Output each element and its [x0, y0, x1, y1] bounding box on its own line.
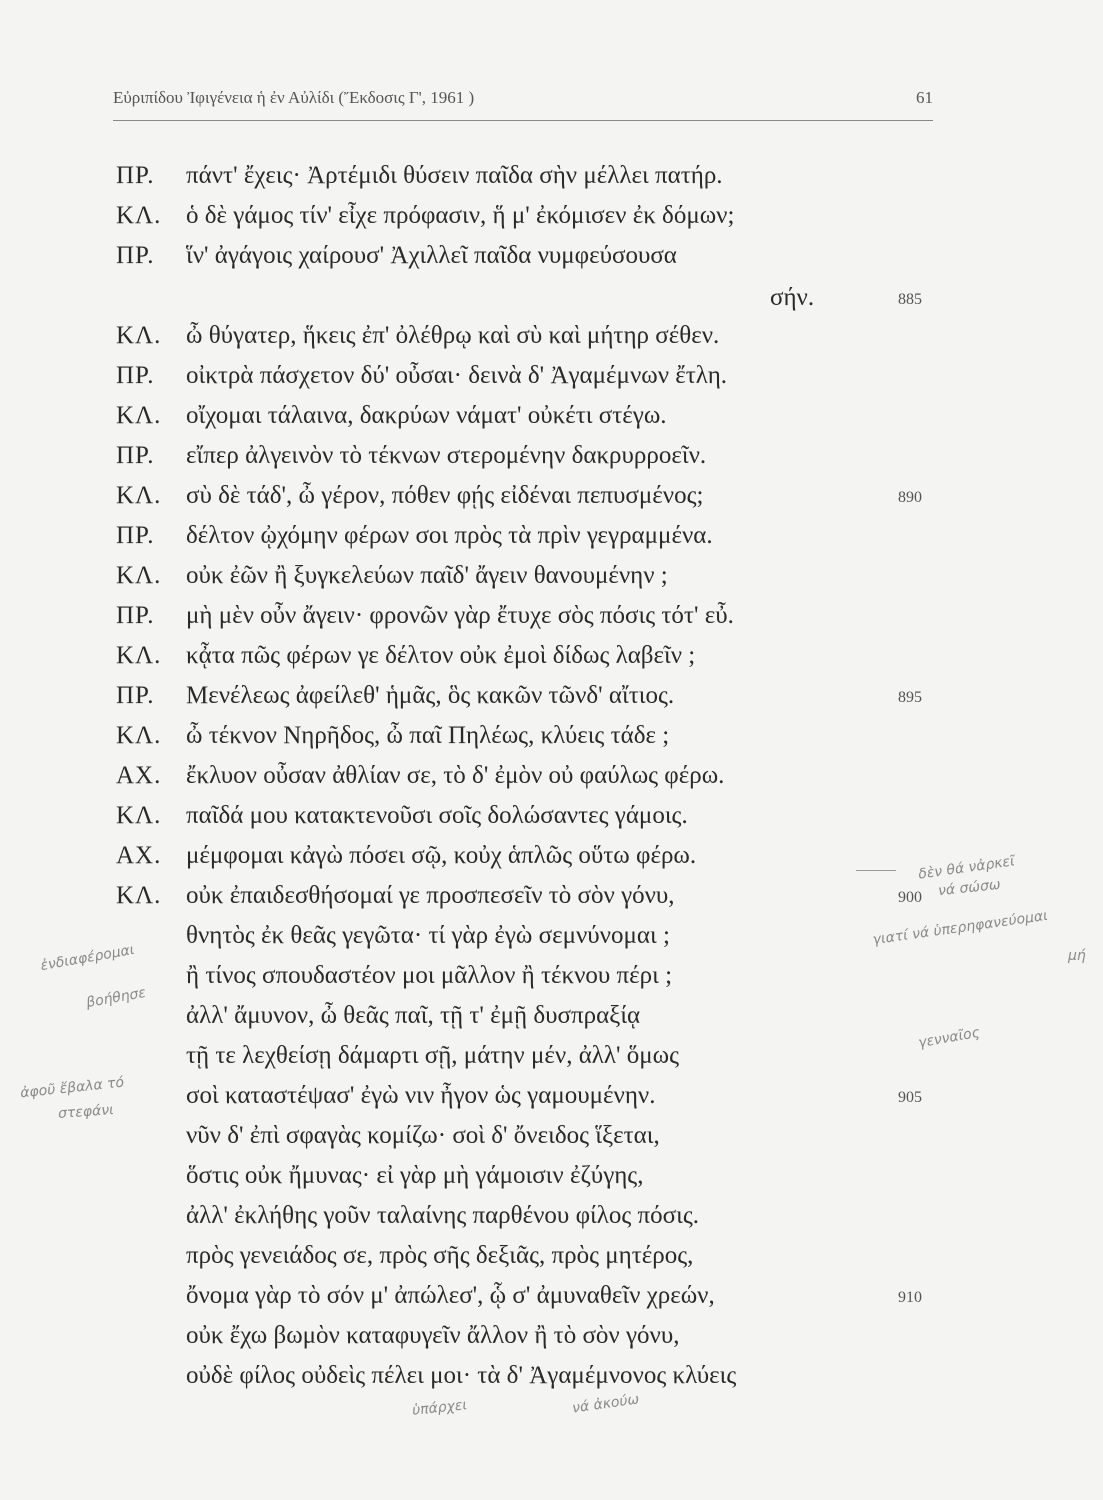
verse-text: ὄνομα γὰρ τὸ σόν μ' ἀπώλεσ', ᾧ σ' ἀμυναθεῖν χρεών,: [186, 1282, 715, 1309]
running-title: Εὐριπίδου Ἰφιγένεια ἡ ἐν Αὐλίδι (Ἔκδοσις Γ', 1961 ): [113, 88, 475, 107]
header-rule: [113, 120, 933, 121]
verse-text: μέμφομαι κἀγὼ πόσει σῷ, κοὐχ ἁπλῶς οὕτω φέρω.: [186, 842, 697, 869]
verse-line: [0, 798, 1103, 834]
verse-text: ὦ θύγατερ, ἥκεις ἐπ' ὀλέθρῳ καὶ σὺ καὶ μήτηρ σέθεν.: [186, 322, 720, 349]
verse-text: ἀλλ' ἄμυνον, ὦ θεᾶς παῖ, τῇ τ' ἐμῇ δυσπραξίᾳ: [186, 1002, 641, 1029]
margin-note: γενναῖος: [917, 1024, 982, 1052]
verse-line: [0, 598, 1103, 634]
verse-text: ὅστις οὐκ ἤμυνας· εἰ γὰρ μὴ γάμοισιν ἐζύγης,: [186, 1162, 644, 1189]
verse-line: [0, 198, 1103, 234]
verse-text: ἢ τίνος σπουδαστέον μοι μᾶλλον ἢ τέκνου πέρι ;: [186, 962, 673, 989]
speaker-label: ΚΛ.: [116, 402, 162, 429]
verse-text: κᾆτα πῶς φέρων γε δέλτον οὐκ ἐμοὶ δίδως λαβεῖν ;: [186, 642, 696, 669]
verse-line: [0, 1238, 1103, 1274]
speaker-label: ΚΛ.: [116, 562, 162, 589]
line-number: 885: [898, 291, 922, 308]
verse-text: σοὶ καταστέψασ' ἐγὼ νιν ἦγον ὡς γαμουμένην.: [186, 1082, 656, 1109]
speaker-label: ΠΡ.: [116, 442, 155, 469]
speaker-label: ΑΧ.: [116, 842, 162, 869]
margin-note: νά ἀκούω: [571, 1391, 641, 1417]
verse-text: δέλτον ᾠχόμην φέρων σοι πρὸς τὰ πρὶν γεγραμμένα.: [186, 522, 713, 549]
verse-text: παῖδά μου κατακτενοῦσι σοῖς δολώσαντες γάμοις.: [186, 802, 688, 829]
verse-text: ὦ τέκνον Νηρῆδος, ὦ παῖ Πηλέως, κλύεις τάδε ;: [186, 722, 670, 749]
line-number: 910: [898, 1289, 922, 1306]
speaker-label: ΑΧ.: [116, 762, 162, 789]
margin-note: νά σώσω: [937, 876, 1002, 900]
margin-note: ὑπάρχει: [411, 1397, 468, 1419]
verse-text: πρὸς γενειάδος σε, πρὸς σῆς δεξιᾶς, πρὸς μητέρος,: [186, 1242, 694, 1269]
speaker-label: ΚΛ.: [116, 642, 162, 669]
verse-line: [0, 438, 1103, 474]
verse-line: [0, 318, 1103, 354]
verse-text: τῇ τε λεχθείσῃ δάμαρτι σῇ, μάτην μέν, ἀλλ' ὅμως: [186, 1042, 680, 1069]
verse-text: σὺ δὲ τάδ', ὦ γέρον, πόθεν φῄς εἰδέναι πεπυσμένος;: [186, 482, 704, 509]
verse-text: ἵν' ἀγάγοις χαίρουσ' Ἀχιλλεῖ παῖδα νυμφεύσουσα: [186, 242, 677, 269]
verse-line: [0, 558, 1103, 594]
verse-line: [0, 1158, 1103, 1194]
verse-text: Μενέλεως ἀφείλεθ' ἡμᾶς, ὃς κακῶν τῶνδ' αἴτιος.: [186, 682, 675, 709]
speaker-label: ΠΡ.: [116, 522, 155, 549]
verse-text: οἰκτρὰ πάσχετον δύ' οὖσαι· δεινὰ δ' Ἀγαμέμνων ἔτλη.: [186, 362, 728, 389]
speaker-label: ΠΡ.: [116, 602, 155, 629]
verse-line: [0, 398, 1103, 434]
verse-line: [0, 518, 1103, 554]
speaker-label: ΠΡ.: [116, 362, 155, 389]
verse-text: οὐκ ἔχω βωμὸν καταφυγεῖν ἄλλον ἢ τὸ σὸν γόνυ,: [186, 1322, 680, 1349]
margin-note: μή: [1068, 948, 1086, 964]
verse-line: [0, 358, 1103, 394]
line-number: 890: [898, 489, 922, 506]
margin-note: γιατί νά ὑπερηφανεύομαι: [871, 907, 1049, 949]
verse-line: [0, 280, 1103, 316]
verse-text: ὁ δὲ γάμος τίν' εἶχε πρόφασιν, ἥ μ' ἐκόμισεν ἐκ δόμων;: [186, 202, 735, 229]
verse-text: ἔκλυον οὖσαν ἀθλίαν σε, τὸ δ' ἐμὸν οὐ φαύλως φέρω.: [186, 762, 725, 789]
verse-text: μὴ μὲν οὖν ἄγειν· φρονῶν γὰρ ἔτυχε σὸς πόσις τότ' εὖ.: [186, 602, 734, 629]
verse-text: νῦν δ' ἐπὶ σφαγὰς κομίζω· σοὶ δ' ὄνειδος ἵξεται,: [186, 1122, 660, 1149]
verse-line: [0, 1198, 1103, 1234]
verse-line: [0, 638, 1103, 674]
line-number: 895: [898, 689, 922, 706]
verse-text: οὐκ ἐπαιδεσθήσομαί γε προσπεσεῖν τὸ σὸν γόνυ,: [186, 882, 675, 909]
margin-note: στεφάνι: [57, 1102, 115, 1122]
verse-text: σήν.: [770, 284, 815, 311]
speaker-label: ΚΛ.: [116, 722, 162, 749]
verse-line: [0, 1278, 1103, 1314]
speaker-label: ΚΛ.: [116, 482, 162, 509]
margin-note: βοήθησε: [85, 984, 148, 1012]
line-number: 905: [898, 1089, 922, 1106]
verse-line: [0, 998, 1103, 1034]
verse-line: [0, 758, 1103, 794]
verse-line: [0, 478, 1103, 514]
verse-line: [0, 1358, 1103, 1394]
verse-line: [0, 158, 1103, 194]
verse-text: ἀλλ' ἐκλήθης γοῦν ταλαίνης παρθένου φίλος πόσις.: [186, 1202, 699, 1229]
verse-line: [0, 678, 1103, 714]
line-number: 900: [898, 889, 922, 906]
verse-line: [0, 718, 1103, 754]
verse-text: οὐδὲ φίλος οὐδεὶς πέλει μοι· τὰ δ' Ἀγαμέμνονος κλύεις: [186, 1362, 737, 1389]
speaker-label: ΠΡ.: [116, 242, 155, 269]
speaker-label: ΚΛ.: [116, 202, 162, 229]
verse-text: οἴχομαι τάλαινα, δακρύων νάματ' οὐκέτι στέγω.: [186, 402, 667, 429]
speaker-label: ΚΛ.: [116, 882, 162, 909]
verse-line: [0, 1318, 1103, 1354]
speaker-label: ΚΛ.: [116, 322, 162, 349]
underline-mark: [856, 870, 896, 871]
page-number: 61: [916, 88, 933, 107]
speaker-label: ΠΡ.: [116, 682, 155, 709]
margin-note: ἐνδιαφέρομαι: [39, 941, 136, 975]
verse-text: εἴπερ ἀλγεινὸν τὸ τέκνων στερομένην δακρυρροεῖν.: [186, 442, 707, 469]
verse-text: θνητὸς ἐκ θεᾶς γεγῶτα· τί γὰρ ἐγὼ σεμνύνομαι ;: [186, 922, 670, 949]
verse-line: [0, 1078, 1103, 1114]
speaker-label: ΚΛ.: [116, 802, 162, 829]
verse-text: οὐκ ἐῶν ἢ ξυγκελεύων παῖδ' ἄγειν θανουμένην ;: [186, 562, 668, 589]
verse-line: [0, 958, 1103, 994]
verse-line: [0, 238, 1103, 274]
margin-note: δὲν θά νἀρκεῖ: [917, 853, 1016, 883]
margin-note: ἀφοῦ ἔβαλα τό: [19, 1074, 125, 1102]
speaker-label: ΠΡ.: [116, 162, 155, 189]
verse-text: πάντ' ἔχεις· Ἀρτέμιδι θύσειν παῖδα σὴν μέλλει πατήρ.: [186, 162, 723, 189]
verse-line: [0, 1118, 1103, 1154]
running-head: [113, 88, 933, 118]
